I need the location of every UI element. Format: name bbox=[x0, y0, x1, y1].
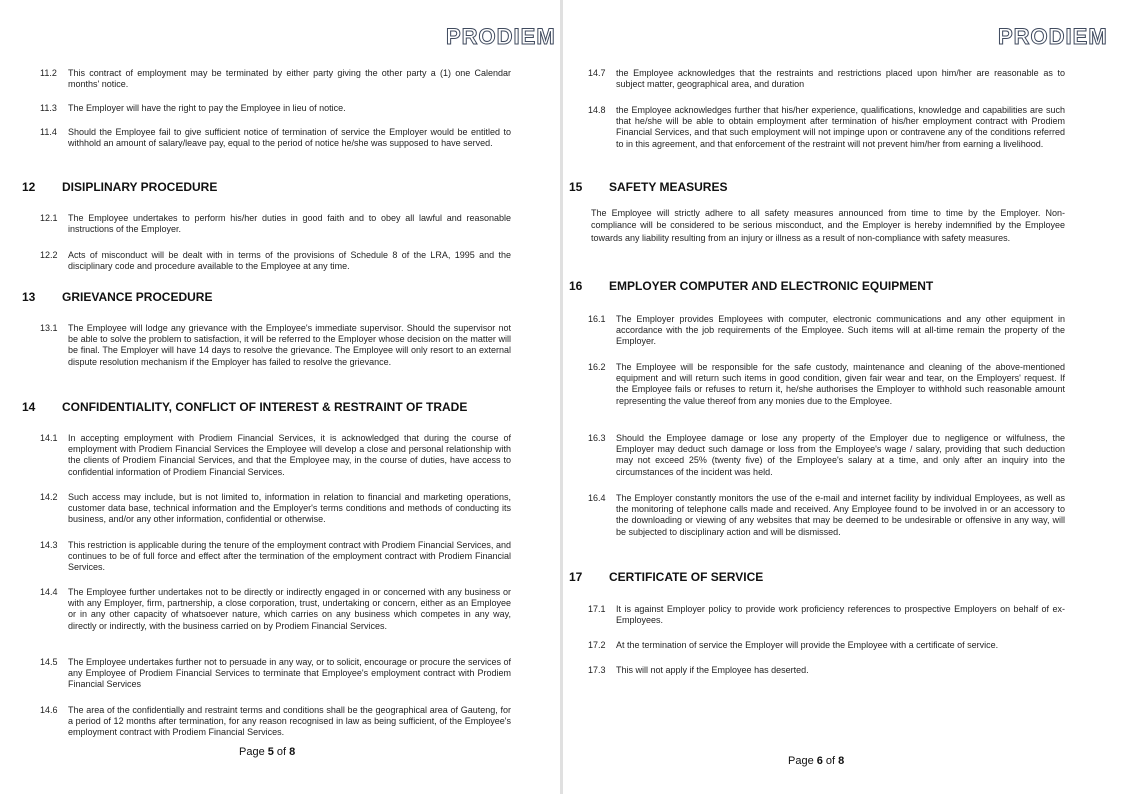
footer-current-page: 5 bbox=[267, 746, 274, 758]
clause-17-3 bbox=[588, 665, 1065, 676]
clause-number: 17.3 bbox=[588, 665, 606, 675]
section-number: 12 bbox=[22, 180, 36, 194]
prodiem-logo: PRODIEM bbox=[446, 24, 556, 49]
clause-text: Acts of misconduct will be dealt with in terms of the provisions of Schedule 8 of the LRA, 1995 and the disciplinary code and procedure available to the Employee at any time. bbox=[68, 250, 511, 272]
section-number: 16 bbox=[569, 279, 583, 293]
clause-14-1 bbox=[40, 433, 511, 478]
document-page-5 bbox=[0, 0, 560, 794]
clause-number: 14.8 bbox=[588, 105, 606, 115]
clause-text: Should the Employee fail to give sufficient notice of termination of service the Employer would be entitled to withhold an amount of salary/leave pay, equal to the period of notice he/she was supposed to have served. bbox=[68, 127, 511, 149]
clause-12-1 bbox=[40, 213, 511, 235]
section-number: 13 bbox=[22, 290, 36, 304]
clause-text: The Employee will lodge any grievance with the Employee's immediate supervisor. Should the supervisor not be able to solve the problem to satisfaction, it will be referred to the Employer whose decision on the matter will be final. The Employer will have 14 days to resolve the grievance. The Employee will only resort to an external dispute resolution mechanism if the Employer has failed to resolve the grievance. bbox=[68, 323, 511, 367]
section-title: GRIEVANCE PROCEDURE bbox=[62, 290, 213, 304]
clause-text: Such access may include, but is not limited to, information in relation to financial and marketing operations, customer data base, technical information and the Employer's terms conditions and methods of conducting its business, and/or any other information, confidential or otherwise. bbox=[68, 492, 511, 525]
clause-number: 16.1 bbox=[588, 314, 606, 324]
footer-total-pages: 8 bbox=[838, 755, 845, 767]
clause-number: 17.2 bbox=[588, 640, 606, 650]
clause-text: the Employee acknowledges that the restraints and restrictions placed upon him/her are reasonable as to subject matter, geographical area, and duration bbox=[616, 68, 1065, 90]
section-title: CERTIFICATE OF SERVICE bbox=[609, 570, 764, 584]
clause-text: At the termination of service the Employer will provide the Employee with a certificate of service. bbox=[616, 640, 999, 650]
clause-14-8 bbox=[588, 105, 1065, 150]
page-footer bbox=[788, 755, 844, 767]
footer-total-pages: 8 bbox=[289, 746, 296, 758]
clause-text: Should the Employee damage or lose any property of the Employer due to negligence or wilfulness, the Employer may deduct such damage or loss from the Employee's wage / salary, providing that such deduction may not exceed 25% (twenty five) of the Employee's salary at a time, and only after an inquiry into the circumstances of the incident was held. bbox=[616, 433, 1065, 477]
clause-number: 16.4 bbox=[588, 493, 606, 503]
section-title: DISIPLINARY PROCEDURE bbox=[62, 180, 218, 194]
clause-text: This will not apply if the Employee has deserted. bbox=[616, 665, 809, 675]
clause-14-7 bbox=[588, 68, 1065, 90]
clause-text: the Employee acknowledges further that his/her experience, qualifications, knowledge and capabilities are such that he/she will be able to obtain employment after termination of his/her employment contract with Prodiem Financial Services, and that such employment will not impinge upon or contravene any of the conditions referred to in this agreement, and that enforcement of the restraint will not prevent him/her from earning a livelihood. bbox=[616, 105, 1065, 149]
clause-text: The Employer will have the right to pay the Employee in lieu of notice. bbox=[68, 103, 346, 113]
clause-16-1 bbox=[588, 314, 1065, 348]
clause-14-4 bbox=[40, 587, 511, 632]
clause-number: 16.3 bbox=[588, 433, 606, 443]
clause-number: 12.2 bbox=[40, 250, 58, 260]
clause-number: 13.1 bbox=[40, 323, 58, 333]
clause-text: The Employee undertakes to perform his/her duties in good faith and to obey all lawful and reasonable instructions of the Employer. bbox=[68, 213, 511, 235]
clause-text: The area of the confidentially and restraint terms and conditions shall be the geographical area of Gauteng, for a period of 12 months after termination, for any reason recognised in law as being sufficient, of the Employee's employment contract with Prodiem Financial Services. bbox=[68, 705, 511, 738]
clause-text: In accepting employment with Prodiem Financial Services, it is acknowledged that during the course of employment with Prodiem Financial Services the Employee will develop a close and personal relationship with the clients of Prodiem Financial Services, and that the Employee may, in the course of duties, have access to confidential information of Prodiem Financial Services. bbox=[68, 433, 511, 477]
clause-number: 14.6 bbox=[40, 705, 58, 715]
clause-number: 14.3 bbox=[40, 540, 58, 550]
prodiem-logo: PRODIEM bbox=[998, 24, 1108, 49]
clause-number: 14.2 bbox=[40, 492, 58, 502]
clause-14-5 bbox=[40, 657, 511, 691]
clause-16-3 bbox=[588, 433, 1065, 478]
section-title: EMPLOYER COMPUTER AND ELECTRONIC EQUIPMENT bbox=[609, 279, 934, 293]
clause-11-2 bbox=[40, 68, 511, 90]
clause-number: 14.7 bbox=[588, 68, 606, 78]
footer-middle: of bbox=[822, 755, 839, 767]
section-title: CONFIDENTIALITY, CONFLICT OF INTEREST & RESTRAINT OF TRADE bbox=[62, 400, 468, 414]
clause-12-2 bbox=[40, 250, 511, 272]
clause-16-4 bbox=[588, 493, 1065, 538]
footer-middle: of bbox=[273, 746, 290, 758]
clause-number: 11.2 bbox=[40, 68, 57, 78]
safety-measures-paragraph: The Employee will strictly adhere to all safety measures announced from time to time by the Employer. Non-compliance will be considered to be serious misconduct, and the Employer is hereby indemnified by the Employee towards any liability resulting from an injury or illness as a result of non-compliance with safety measures. bbox=[591, 208, 1065, 243]
clause-17-2 bbox=[588, 640, 1065, 651]
clause-text: The Employer constantly monitors the use of the e-mail and internet facility by individual Employees, as well as the monitoring of telephone calls made and received. Any Employee found to be involved in or an accessory to the downloading or viewing of any websites that may be deemed to be undesirable or offensive in any way, will be subjected to disciplinary action and will be dismissed. bbox=[616, 493, 1065, 537]
footer-prefix: Page bbox=[788, 755, 817, 767]
clause-11-3 bbox=[40, 103, 511, 114]
clause-17-1 bbox=[588, 604, 1065, 626]
clause-number: 14.5 bbox=[40, 657, 58, 667]
footer-current-page: 6 bbox=[816, 755, 823, 767]
clause-text: The Employee further undertakes not to be directly or indirectly engaged in or concerned with any business or with any Employer, firm, partnership, a close corporation, trust, undertaking or concern, either as an Employee or in any other capacity of whatsoever nature, which carries on any business which competes in any way, directly or indirectly, with the business carried on by Prodiem Financial Services. bbox=[68, 587, 511, 631]
clause-number: 14.1 bbox=[40, 433, 58, 443]
clause-text: The Employer provides Employees with computer, electronic communications and any other equipment in accordance with the job requirements of the Employee. Such items will at all-time remain the property of the Employer. bbox=[616, 314, 1065, 347]
clause-14-2 bbox=[40, 492, 511, 526]
section-number: 15 bbox=[569, 180, 583, 194]
clause-text: It is against Employer policy to provide work proficiency references to prospective Employers on behalf of ex-Employees. bbox=[616, 604, 1065, 626]
clause-text: This contract of employment may be terminated by either party giving the other party a (1) one Calendar months' notice. bbox=[68, 68, 511, 90]
page-footer bbox=[239, 746, 295, 758]
clause-number: 12.1 bbox=[40, 213, 58, 223]
section-number: 17 bbox=[569, 570, 583, 584]
footer-prefix: Page bbox=[239, 746, 268, 758]
clause-number: 11.3 bbox=[40, 103, 57, 113]
clause-14-6 bbox=[40, 705, 511, 739]
clause-text: This restriction is applicable during the tenure of the employment contract with Prodiem Financial Services, and continues to be of full force and effect after the termination of the employment contract with Prodiem Financial Services. bbox=[68, 540, 511, 573]
section-number: 14 bbox=[22, 400, 36, 414]
section-title: SAFETY MEASURES bbox=[609, 180, 728, 194]
clause-number: 11.4 bbox=[40, 127, 57, 137]
clause-number: 16.2 bbox=[588, 362, 606, 372]
clause-14-3 bbox=[40, 540, 511, 574]
document-page-6 bbox=[563, 0, 1123, 794]
clause-11-4 bbox=[40, 127, 511, 149]
clause-number: 17.1 bbox=[588, 604, 606, 614]
clause-16-2 bbox=[588, 362, 1065, 407]
clause-13-1 bbox=[40, 323, 511, 368]
clause-number: 14.4 bbox=[40, 587, 58, 597]
clause-text: The Employee will be responsible for the safe custody, maintenance and cleaning of the above-mentioned equipment and will return such items in good condition, given fair wear and tear, on the Employers' request. If the Employee fails or refuses to return it, he/she authorises the Employer to withhold such reasonable amount representing the value thereof from any monies due to the Employee. bbox=[616, 362, 1065, 406]
clause-text: The Employee undertakes further not to persuade in any way, or to solicit, encourage or procure the services of any Employee of Prodiem Financial Services to terminate that Employee's employment contract with Prodiem Financial Services bbox=[68, 657, 511, 690]
